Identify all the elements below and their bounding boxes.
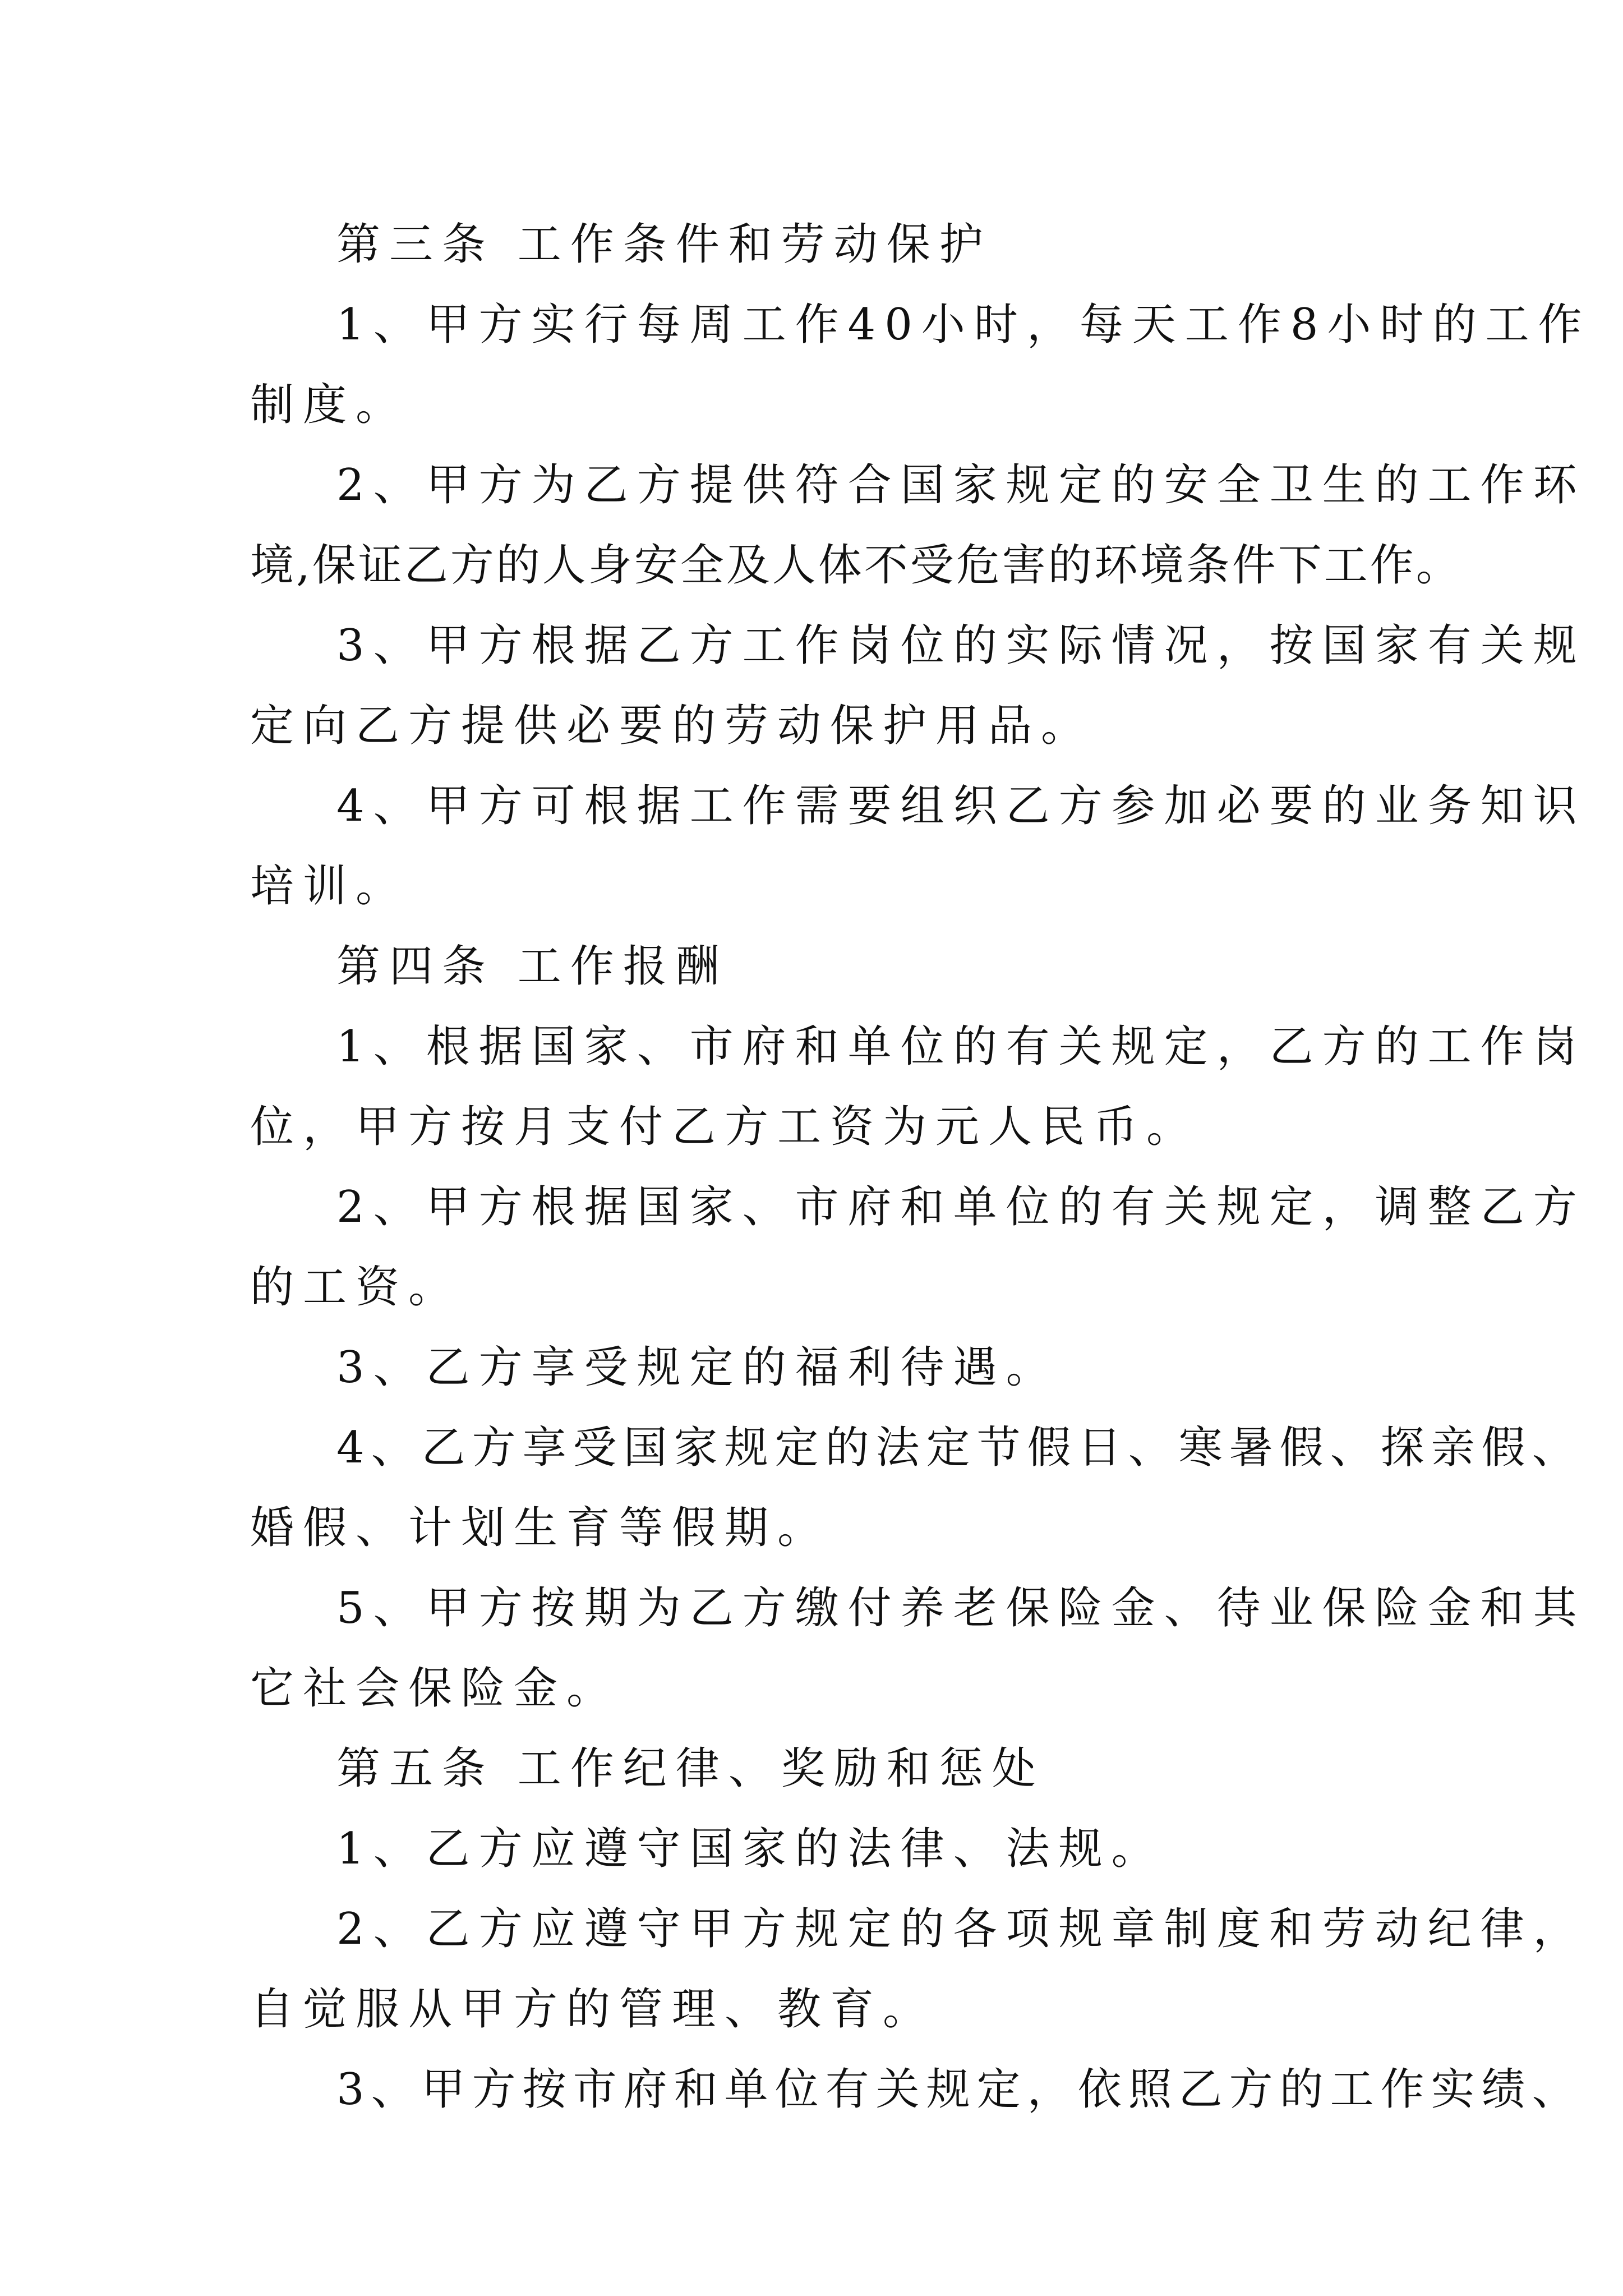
- paragraph-line: 4、乙方享受国家规定的法定节假日、寒暑假、探亲假、: [336, 1423, 1583, 1473]
- paragraph-line: 1、根据国家、市府和单位的有关规定，乙方的工作岗: [336, 1022, 1586, 1072]
- paragraph-line: 4、甲方可根据工作需要组织乙方参加必要的业务知识: [336, 781, 1586, 831]
- paragraph-line: 位，甲方按月支付乙方工资为元人民币。: [250, 1102, 1200, 1152]
- paragraph-line: 婚假、计划生育等假期。: [250, 1503, 831, 1553]
- paragraph-line: 5、甲方按期为乙方缴付养老保险金、待业保险金和其: [336, 1583, 1586, 1634]
- paragraph-line: 3、甲方按市府和单位有关规定，依照乙方的工作实绩、: [336, 2064, 1583, 2115]
- article-heading-5: 第五条 工作纪律、奖励和惩处: [336, 1743, 1045, 1794]
- document-body: [250, 205, 1591, 2130]
- paragraph-line: 制度。: [250, 380, 409, 430]
- paragraph-line: 1、甲方实行每周工作40小时，每天工作8小时的工作: [336, 300, 1591, 350]
- paragraph-line: 自觉服从甲方的管理、教育。: [250, 1984, 936, 2035]
- article-heading-4: 第四条 工作报酬: [336, 941, 728, 992]
- paragraph-line: 定向乙方提供必要的劳动保护用品。: [250, 701, 1094, 751]
- paragraph-line: 3、甲方根据乙方工作岗位的实际情况，按国家有关规: [336, 620, 1586, 671]
- paragraph-line: 1、乙方应遵守国家的法律、法规。: [336, 1824, 1164, 1874]
- paragraph-line: 它社会保险金。: [250, 1663, 620, 1714]
- paragraph-line: 2、乙方应遵守甲方规定的各项规章制度和劳动纪律，: [336, 1904, 1586, 1954]
- paragraph-line: 境,保证乙方的人身安全及人体不受危害的环境条件下工作。: [250, 540, 1462, 591]
- paragraph-line: 培训。: [250, 861, 409, 912]
- paragraph-line: 2、甲方为乙方提供符合国家规定的安全卫生的工作环: [336, 460, 1586, 510]
- article-heading-3: 第三条 工作条件和劳动保护: [336, 219, 992, 270]
- paragraph-line: 的工资。: [250, 1262, 462, 1313]
- paragraph-line: 3、乙方享受规定的福利待遇。: [336, 1342, 1059, 1393]
- paragraph-line: 2、甲方根据国家、市府和单位的有关规定，调整乙方: [336, 1182, 1586, 1232]
